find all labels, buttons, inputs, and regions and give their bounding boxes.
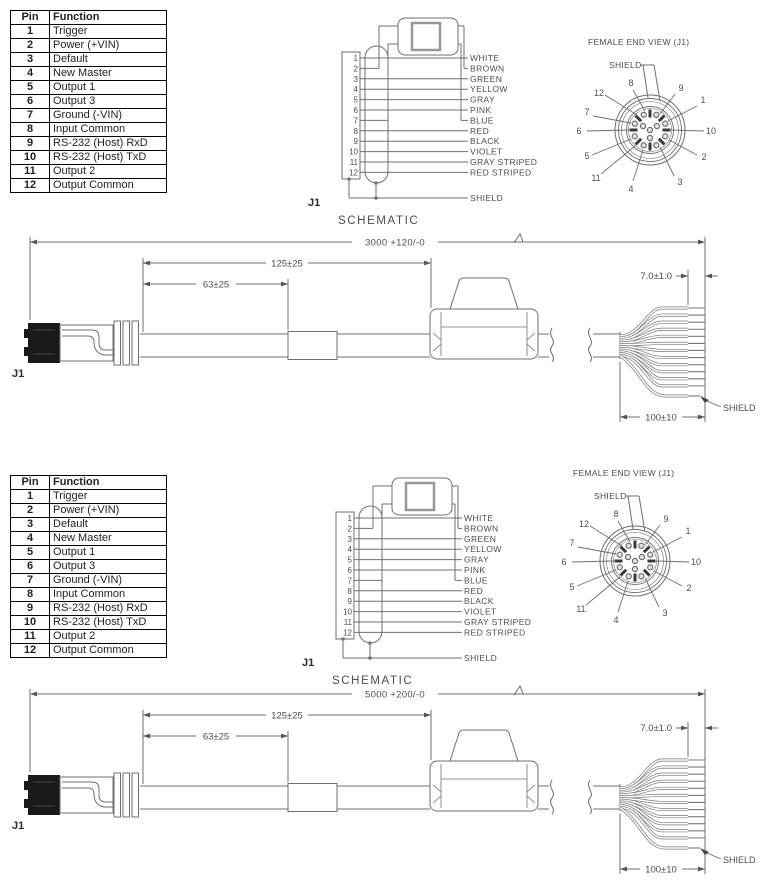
table-cell: Output 2 — [50, 165, 167, 179]
pin-position-label: 4 — [613, 615, 619, 625]
wire-color-label: GREEN — [470, 73, 503, 84]
pin-number: 7 — [347, 576, 352, 586]
table-cell: Ground (-VIN) — [50, 109, 167, 123]
female-end-view-svg — [563, 28, 761, 208]
pin-number: 1 — [353, 54, 358, 63]
dimension-arrow — [620, 867, 627, 872]
pin-position-label: 7 — [584, 107, 590, 117]
pin-hole — [639, 543, 644, 548]
schematic-svg — [294, 468, 539, 692]
strain-relief-rib — [123, 773, 130, 817]
wiring-schematic-2 — [294, 468, 539, 697]
junction-dot — [368, 656, 372, 660]
wire-color-label: RED — [470, 125, 490, 136]
table-cell: Power (+VIN) — [50, 504, 167, 518]
ferrite-block — [430, 309, 538, 359]
pin-position-label: 3 — [662, 608, 668, 618]
wire-color-label: GRAY — [464, 554, 490, 565]
junction-dot — [375, 182, 378, 185]
table-cell: 5 — [11, 81, 50, 95]
pin-number: 12 — [349, 168, 358, 178]
cable-drawing-2 — [0, 678, 761, 882]
connector-coupling-nut — [28, 323, 60, 363]
dimension-arrow — [281, 734, 288, 739]
pin-hole — [625, 554, 630, 559]
pin-number: 11 — [343, 618, 352, 627]
pin-hole — [617, 552, 622, 557]
dimension-arrow — [143, 282, 150, 287]
table-row — [11, 532, 167, 546]
pin-table-1 — [10, 10, 167, 193]
female-end-view-svg — [548, 459, 753, 639]
female-end-view-title: FEMALE END VIEW (J1) — [573, 468, 675, 478]
pin-number: 2 — [347, 524, 352, 534]
cable-sleeve — [288, 332, 337, 360]
pin-number: 10 — [343, 607, 352, 617]
wire-color-label: GREEN — [464, 533, 497, 544]
shield-label: SHIELD — [594, 491, 627, 501]
table-cell: New Master — [50, 67, 167, 81]
strain-relief-rib — [132, 773, 139, 817]
table-cell: Output Common — [50, 644, 167, 658]
dimension-arrow — [698, 867, 705, 872]
wire-color-label: PINK — [470, 105, 492, 115]
table-cell: Trigger — [50, 25, 167, 39]
column-header: Function — [50, 11, 167, 25]
wire-color-label: BLUE — [470, 115, 494, 126]
connector-coupling-nut — [28, 775, 60, 815]
female-end-view-1 — [563, 28, 761, 213]
pin-position-label: 11 — [591, 173, 601, 183]
table-row — [11, 588, 167, 602]
pin-function-table — [10, 10, 167, 193]
shield-label: SHIELD — [470, 193, 504, 203]
connector-ref-label: J1 — [308, 197, 321, 209]
wire-color-label: YELLOW — [464, 544, 502, 555]
table-cell: 6 — [11, 560, 50, 574]
fan-length-dimension: 100±10 — [645, 412, 677, 424]
pin-hole — [626, 543, 631, 548]
table-cell: 8 — [11, 588, 50, 602]
table-row — [11, 490, 167, 504]
wire-color-label: RED STRIPED — [464, 627, 526, 638]
pin-number: 8 — [353, 126, 358, 136]
table-cell: Output Common — [50, 179, 167, 193]
table-cell: RS-232 (Host) RxD — [50, 602, 167, 616]
connector-tab — [24, 329, 29, 338]
pin-position-label: 11 — [576, 604, 586, 614]
pin-number: 6 — [347, 566, 352, 575]
fan-length-dimension: 100±10 — [645, 864, 677, 876]
wire-color-label: BROWN — [470, 63, 505, 74]
table-cell: 5 — [11, 546, 50, 560]
pin-position-label: 2 — [701, 152, 707, 162]
pin-position-label: 8 — [613, 509, 619, 519]
table-cell: 3 — [11, 518, 50, 532]
table-cell: 10 — [11, 616, 50, 630]
table-cell: Output 2 — [50, 630, 167, 644]
table-row — [11, 53, 167, 67]
pin-number: 8 — [347, 586, 352, 596]
pin-position-label: 8 — [628, 78, 634, 88]
table-cell: 8 — [11, 123, 50, 137]
pin-number: 11 — [349, 158, 358, 167]
dimension-arrow — [681, 726, 688, 731]
dimension-arrow — [424, 261, 431, 266]
connector-ref-label: J1 — [302, 657, 315, 669]
pin-hole — [654, 112, 659, 117]
pin-function-table — [10, 475, 167, 658]
table-cell: 2 — [11, 504, 50, 518]
shield-label: SHIELD — [464, 653, 498, 663]
table-cell: 12 — [11, 179, 50, 193]
pin-position-label: 10 — [690, 557, 702, 567]
pin-position-label: 5 — [584, 151, 590, 161]
table-cell: RS-232 (Host) TxD — [50, 616, 167, 630]
connector-ref-label: J1 — [12, 368, 25, 380]
table-cell: 10 — [11, 151, 50, 165]
dimension-arrow — [30, 692, 37, 697]
pin-position-label: 1 — [685, 526, 691, 536]
table-cell: 11 — [11, 165, 50, 179]
column-header: Pin — [11, 11, 50, 25]
connector-tab — [24, 781, 29, 790]
table-cell: Output 1 — [50, 546, 167, 560]
strain-relief-rib — [114, 773, 121, 817]
dimension-arrow — [681, 274, 688, 279]
dimension-arrow — [143, 734, 150, 739]
table-row — [11, 602, 167, 616]
dimension-arrow — [281, 282, 288, 287]
pin-hole — [617, 565, 622, 570]
table-cell: Trigger — [50, 490, 167, 504]
table-cell: RS-232 (Host) TxD — [50, 151, 167, 165]
table-cell: 4 — [11, 532, 50, 546]
table-row — [11, 574, 167, 588]
label-position-dimension: 125±25 — [271, 258, 303, 270]
table-row — [11, 123, 167, 137]
pin-position-label: 4 — [628, 184, 634, 194]
table-row — [11, 630, 167, 644]
table-row — [11, 137, 167, 151]
pin-position-label: 9 — [678, 83, 684, 93]
dimension-arrow — [698, 692, 705, 697]
wire-color-label: GRAY STRIPED — [464, 617, 532, 627]
column-header: Function — [50, 476, 167, 490]
pin-position-label: 5 — [569, 582, 575, 592]
pin-hole — [639, 574, 644, 579]
pin-hole — [632, 121, 637, 126]
cable-sleeve — [288, 784, 337, 812]
pin-position-label: 7 — [569, 538, 575, 548]
dimension-arrow — [424, 713, 431, 718]
table-row — [11, 67, 167, 81]
pin-hole — [654, 123, 659, 128]
pin-position-label: 6 — [576, 126, 582, 136]
table-cell: Power (+VIN) — [50, 39, 167, 53]
pin-number: 2 — [353, 64, 358, 74]
label-position-dimension: 125±25 — [271, 710, 303, 722]
table-cell: 6 — [11, 95, 50, 109]
table-row — [11, 504, 167, 518]
dimension-arrow — [143, 713, 150, 718]
table-cell: RS-232 (Host) RxD — [50, 137, 167, 151]
cable-drawing-1 — [0, 226, 761, 436]
wire-color-label: GRAY STRIPED — [470, 157, 538, 167]
wire-color-label: VIOLET — [470, 146, 503, 157]
pin-hole — [647, 135, 652, 140]
table-cell: 7 — [11, 574, 50, 588]
pin-position-label: 1 — [700, 95, 706, 105]
dimension-arrow — [698, 240, 705, 245]
table-row — [11, 95, 167, 109]
pin-number: 3 — [347, 534, 352, 544]
wire-color-label: RED — [464, 585, 484, 596]
pin-number: 3 — [353, 74, 358, 84]
ferrite-block — [430, 761, 538, 811]
pin-hole — [647, 127, 652, 132]
connector-tab — [24, 347, 29, 356]
junction-dot — [374, 196, 378, 200]
wire-color-label: BROWN — [464, 523, 499, 534]
table-cell: Default — [50, 518, 167, 532]
junction-dot — [369, 642, 372, 645]
pin-position-label: 6 — [561, 557, 567, 567]
strip-tip-dimension: 7.0±1.0 — [640, 723, 672, 734]
pin-number: 10 — [349, 147, 358, 157]
table-row — [11, 616, 167, 630]
pin-position-label: 10 — [705, 126, 717, 136]
wire-color-label: RED STRIPED — [470, 167, 532, 178]
table-cell: 11 — [11, 630, 50, 644]
pin-hole — [663, 121, 668, 126]
wire-color-label: BLACK — [464, 596, 494, 607]
pin-hole — [626, 574, 631, 579]
table-cell: Output 3 — [50, 560, 167, 574]
table-cell: 1 — [11, 490, 50, 504]
table-cell: Input Common — [50, 588, 167, 602]
pin-number: 5 — [347, 555, 352, 565]
pin-number: 1 — [347, 514, 352, 523]
wire-color-label: WHITE — [470, 53, 500, 63]
pin-position-label: 3 — [677, 177, 683, 187]
strain-relief-rib — [114, 321, 121, 365]
pin-hole — [632, 566, 637, 571]
dimension-arrow — [620, 415, 627, 420]
table-row — [11, 151, 167, 165]
table-row — [11, 179, 167, 193]
table-cell: 7 — [11, 109, 50, 123]
table-cell: Default — [50, 53, 167, 67]
strain-relief-rib — [132, 321, 139, 365]
table-cell: 12 — [11, 644, 50, 658]
pin-hole — [663, 134, 668, 139]
pin-number: 4 — [347, 545, 352, 555]
table-cell: Output 3 — [50, 95, 167, 109]
shield-label: SHIELD — [723, 403, 756, 413]
overall-length-dimension: 3000 +120/-0 — [365, 237, 425, 249]
table-cell: 4 — [11, 67, 50, 81]
junction-dot — [348, 178, 351, 181]
dimension-arrow — [143, 261, 150, 266]
pin-position-label: 12 — [593, 88, 605, 98]
table-cell: Ground (-VIN) — [50, 574, 167, 588]
pin-position-label: 9 — [663, 514, 669, 524]
wire-color-label: GRAY — [470, 94, 496, 105]
table-cell: 3 — [11, 53, 50, 67]
pin-hole — [648, 565, 653, 570]
pin-hole — [641, 112, 646, 117]
wire-color-label: VIOLET — [464, 606, 497, 617]
pin-number: 5 — [353, 95, 358, 105]
table-row — [11, 109, 167, 123]
connector-tab — [24, 799, 29, 808]
cable-drawing-svg — [0, 226, 761, 431]
table-row — [11, 518, 167, 532]
dimension-arrow — [30, 240, 37, 245]
junction-dot — [342, 638, 345, 641]
table-row — [11, 39, 167, 53]
pin-hole — [654, 143, 659, 148]
table-row — [11, 81, 167, 95]
pin-hole — [632, 558, 637, 563]
wiring-schematic-1 — [300, 8, 545, 237]
dimension-arrow — [705, 726, 712, 731]
table-cell: Output 1 — [50, 81, 167, 95]
wire-color-label: YELLOW — [470, 84, 508, 95]
table-row — [11, 546, 167, 560]
shield-label: SHIELD — [609, 60, 642, 70]
label-start-dimension: 63±25 — [202, 279, 230, 291]
pin-table-2 — [10, 475, 167, 658]
pin-hole — [640, 123, 645, 128]
pin-hole — [641, 143, 646, 148]
shield-label: SHIELD — [723, 855, 756, 865]
table-row — [11, 165, 167, 179]
schematic-caption: SCHEMATIC — [338, 215, 420, 227]
wire-color-label: WHITE — [464, 513, 494, 523]
strain-relief-rib — [123, 321, 130, 365]
table-row — [11, 644, 167, 658]
table-cell: 2 — [11, 39, 50, 53]
pin-number: 12 — [343, 628, 352, 638]
pin-hole — [639, 554, 644, 559]
female-end-view-title: FEMALE END VIEW (J1) — [588, 37, 690, 47]
wire-color-label: PINK — [464, 565, 486, 575]
pin-number: 9 — [347, 597, 352, 607]
cable-drawing-svg — [0, 678, 761, 882]
pin-number: 7 — [353, 116, 358, 126]
strip-tip-dimension: 7.0±1.0 — [640, 271, 672, 282]
schematic-caption: SCHEMATIC — [332, 675, 414, 687]
table-cell: 9 — [11, 602, 50, 616]
table-cell: 1 — [11, 25, 50, 39]
table-row — [11, 25, 167, 39]
dimension-arrow — [698, 415, 705, 420]
pin-position-label: 12 — [578, 519, 590, 529]
pin-number: 9 — [353, 137, 358, 147]
pin-position-label: 2 — [686, 583, 692, 593]
female-end-view-2 — [548, 459, 753, 644]
pin-hole — [632, 134, 637, 139]
pin-number: 4 — [353, 85, 358, 95]
table-cell: Input Common — [50, 123, 167, 137]
connector-ref-label: J1 — [12, 820, 25, 832]
table-cell: New Master — [50, 532, 167, 546]
wire-color-label: BLACK — [470, 136, 500, 147]
overall-length-dimension: 5000 +200/-0 — [365, 689, 425, 701]
wire-color-label: BLUE — [464, 575, 488, 586]
schematic-svg — [300, 8, 545, 232]
column-header: Pin — [11, 476, 50, 490]
pin-number: 6 — [353, 106, 358, 115]
label-start-dimension: 63±25 — [202, 731, 230, 743]
table-cell: 9 — [11, 137, 50, 151]
table-row — [11, 560, 167, 574]
pin-hole — [648, 552, 653, 557]
dimension-arrow — [705, 274, 712, 279]
